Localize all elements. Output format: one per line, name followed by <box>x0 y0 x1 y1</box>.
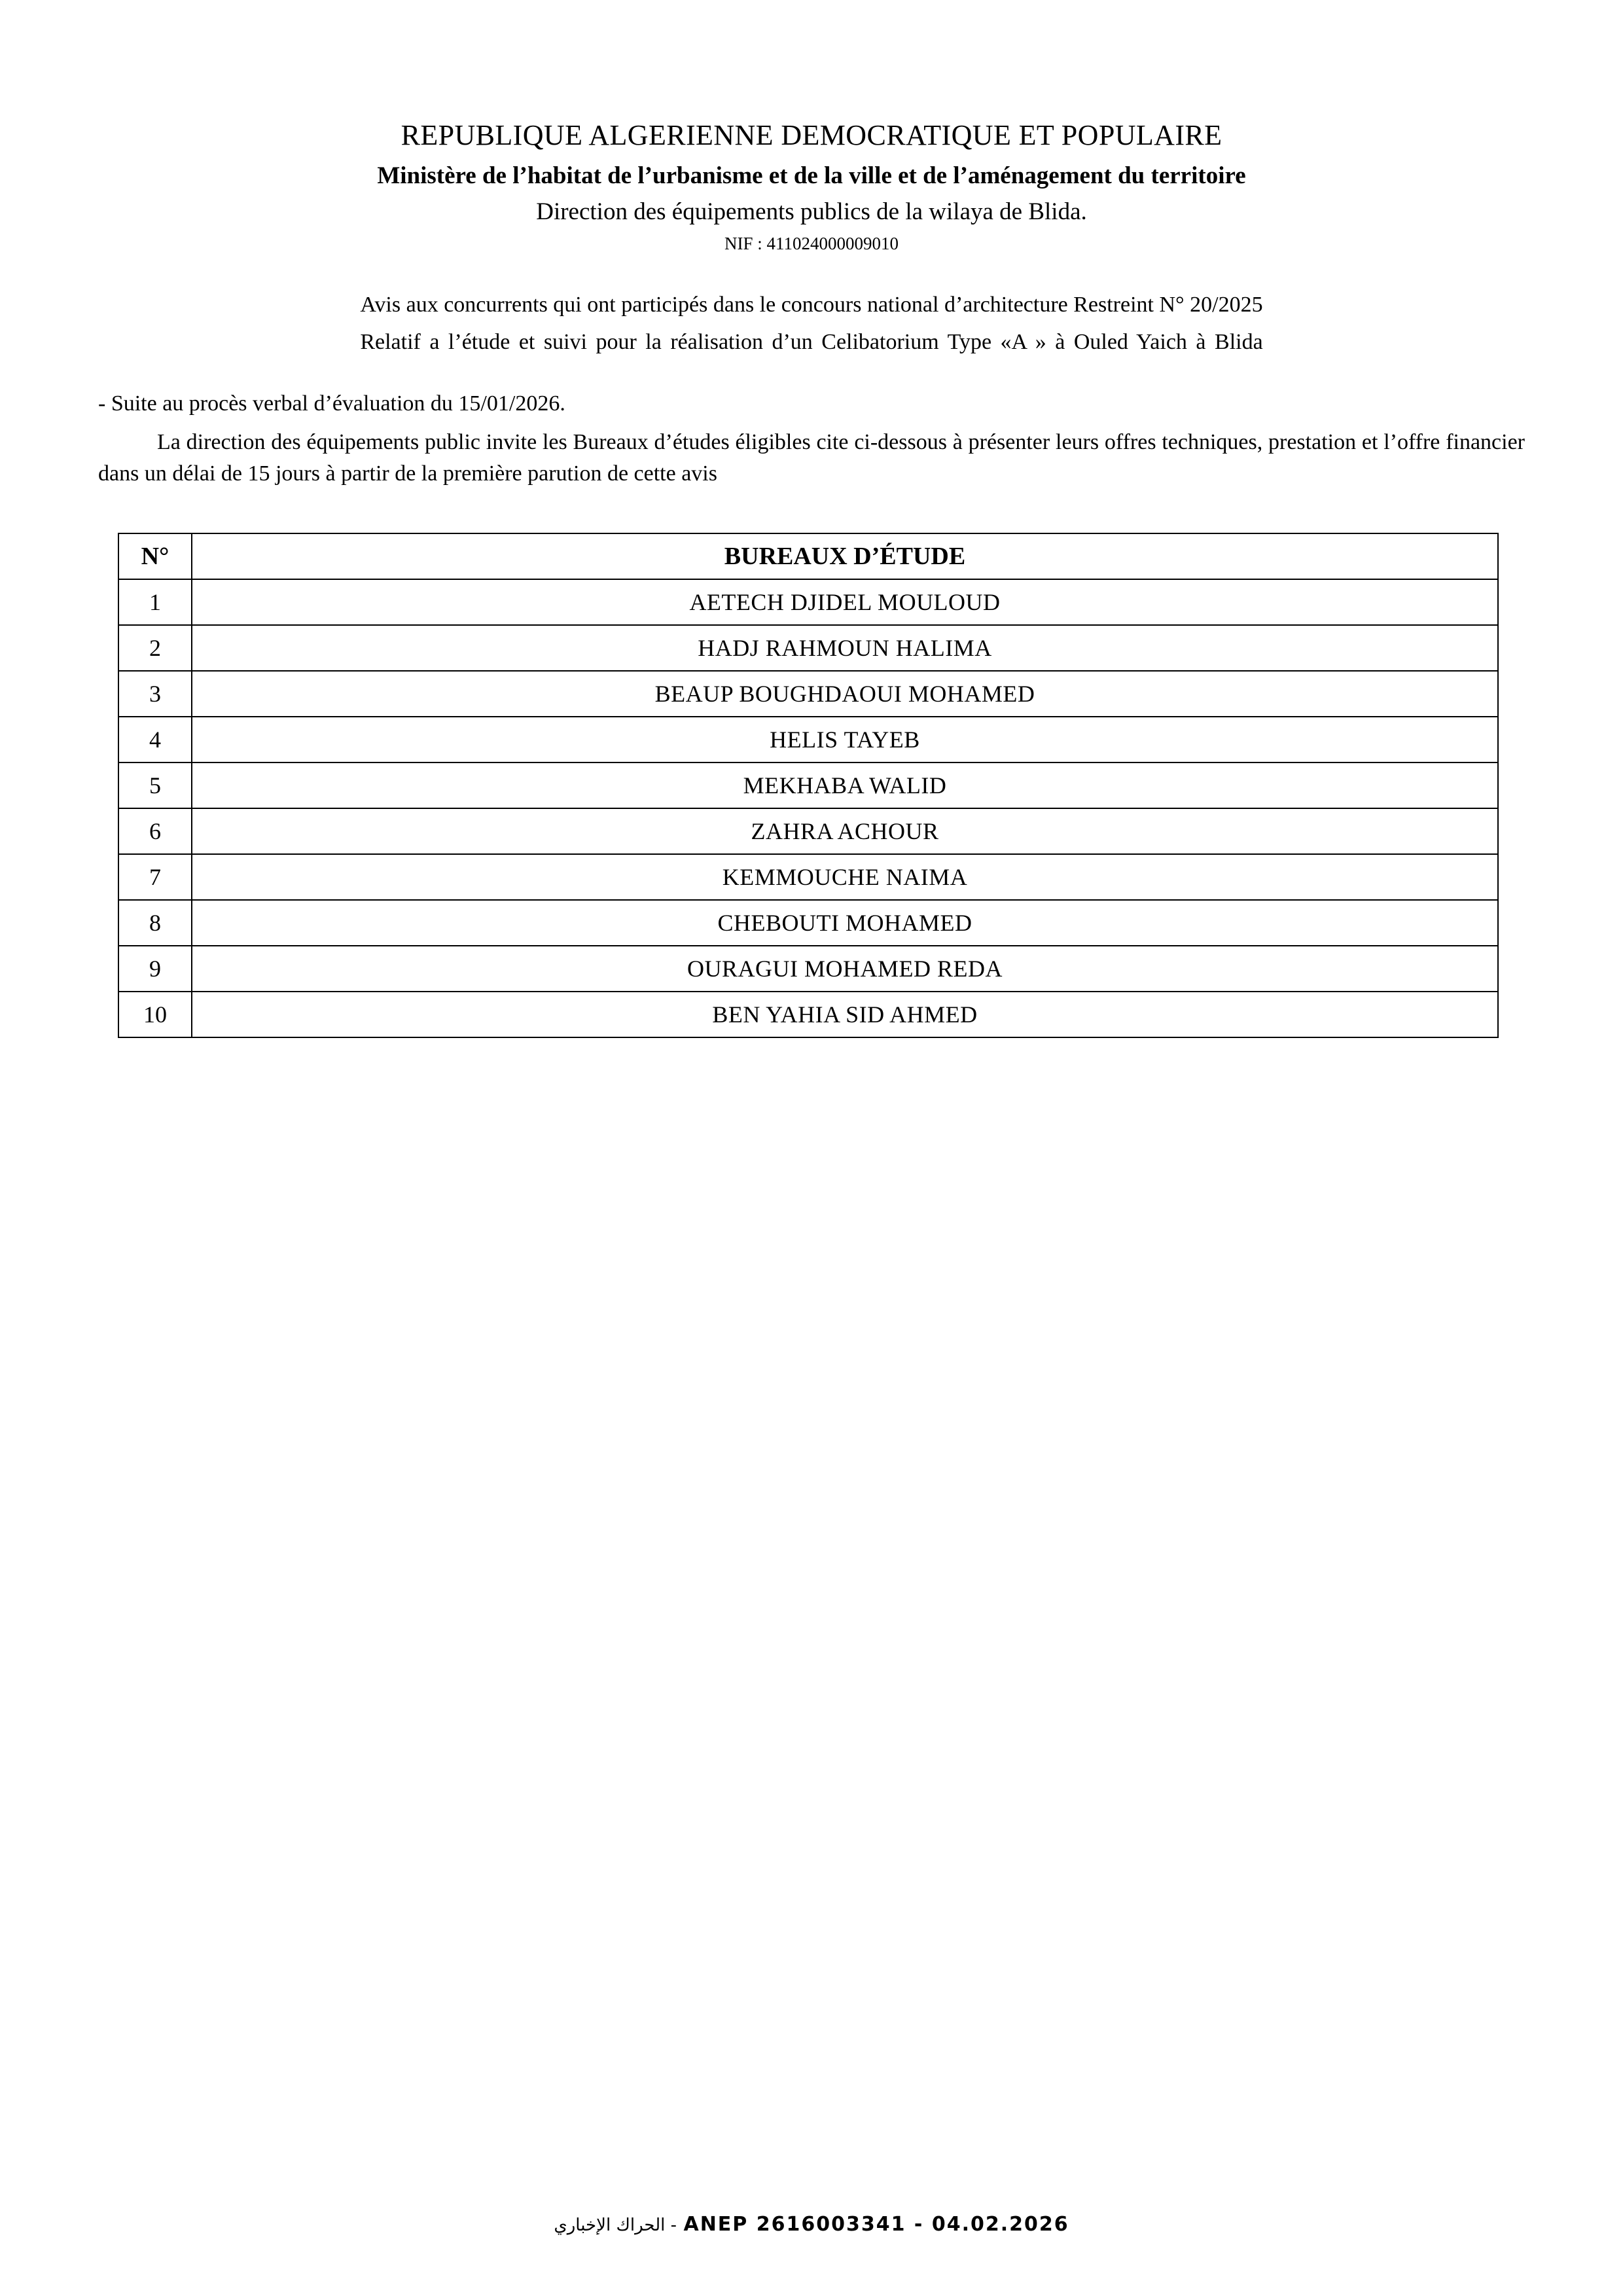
ministry-title: Ministère de l’habitat de l’urbanisme et de la ville et de l’aménagement du territoire <box>377 162 1246 189</box>
table-row <box>118 900 1498 946</box>
table-row <box>118 625 1498 671</box>
bureaux-table-wrapper <box>98 533 1525 1038</box>
direction-title: Direction des équipements publics de la wilaya de Blida. <box>536 198 1087 225</box>
nif-number: NIF : 411024000009010 <box>724 233 899 253</box>
document-header <box>98 118 1525 255</box>
cell-bureau: BEN YAHIA SID AHMED <box>192 992 1498 1037</box>
table-row <box>118 946 1498 992</box>
cell-number: 1 <box>118 579 192 625</box>
cell-number: 4 <box>118 717 192 762</box>
table-row <box>118 762 1498 808</box>
cell-bureau: HADJ RAHMOUN HALIMA <box>192 625 1498 671</box>
cell-bureau: CHEBOUTI MOHAMED <box>192 900 1498 946</box>
cell-number: 5 <box>118 762 192 808</box>
table-header-row <box>118 533 1498 579</box>
column-header-number: N° <box>118 533 192 579</box>
cell-bureau: AETECH DJIDEL MOULOUD <box>192 579 1498 625</box>
cell-number: 6 <box>118 808 192 854</box>
table-body <box>118 579 1498 1037</box>
body-paragraph-2: La direction des équipements public invite les Bureaux d’études éligibles cite ci-dessous à présenter leurs offres techniques, prestation et l’offre financier dans un délai de 15 jours à partir de la première parution de cette avis <box>98 429 1525 486</box>
cell-number: 3 <box>118 671 192 717</box>
cell-bureau: HELIS TAYEB <box>192 717 1498 762</box>
republic-title: REPUBLIQUE ALGERIENNE DEMOCRATIQUE ET POPULAIRE <box>401 119 1222 151</box>
column-header-bureau: BUREAUX D’ÉTUDE <box>192 533 1498 579</box>
document-footer <box>0 2213 1623 2236</box>
table-row <box>118 579 1498 625</box>
table-row <box>118 992 1498 1037</box>
cell-bureau: MEKHABA WALID <box>192 762 1498 808</box>
table-row <box>118 717 1498 762</box>
cell-number: 10 <box>118 992 192 1037</box>
cell-number: 2 <box>118 625 192 671</box>
notice-block <box>98 289 1525 359</box>
footer-anep-reference: ANEP 2616003341 - 04.02.2026 <box>683 2213 1069 2236</box>
notice-line-2: Relatif a l’étude et suivi pour la réalisation d’un Celibatorium Type «A » à Ouled Yaich à Blida <box>360 330 1263 355</box>
cell-number: 9 <box>118 946 192 992</box>
cell-bureau: OURAGUI MOHAMED REDA <box>192 946 1498 992</box>
bureaux-table <box>118 533 1499 1038</box>
table-row <box>118 671 1498 717</box>
cell-bureau: KEMMOUCHE NAIMA <box>192 854 1498 900</box>
table-row <box>118 808 1498 854</box>
body-block <box>98 388 1525 490</box>
table-row <box>118 854 1498 900</box>
notice-line-1: Avis aux concurrents qui ont participés dans le concours national d’architecture Restreint N° 20/2025 <box>360 292 1263 317</box>
cell-bureau: ZAHRA ACHOUR <box>192 808 1498 854</box>
body-paragraph-1: - Suite au procès verbal d’évaluation du 15/01/2026. <box>98 391 565 416</box>
cell-number: 8 <box>118 900 192 946</box>
cell-number: 7 <box>118 854 192 900</box>
footer-arabic-source: الحراك الإخباري - <box>554 2215 677 2235</box>
cell-bureau: BEAUP BOUGHDAOUI MOHAMED <box>192 671 1498 717</box>
